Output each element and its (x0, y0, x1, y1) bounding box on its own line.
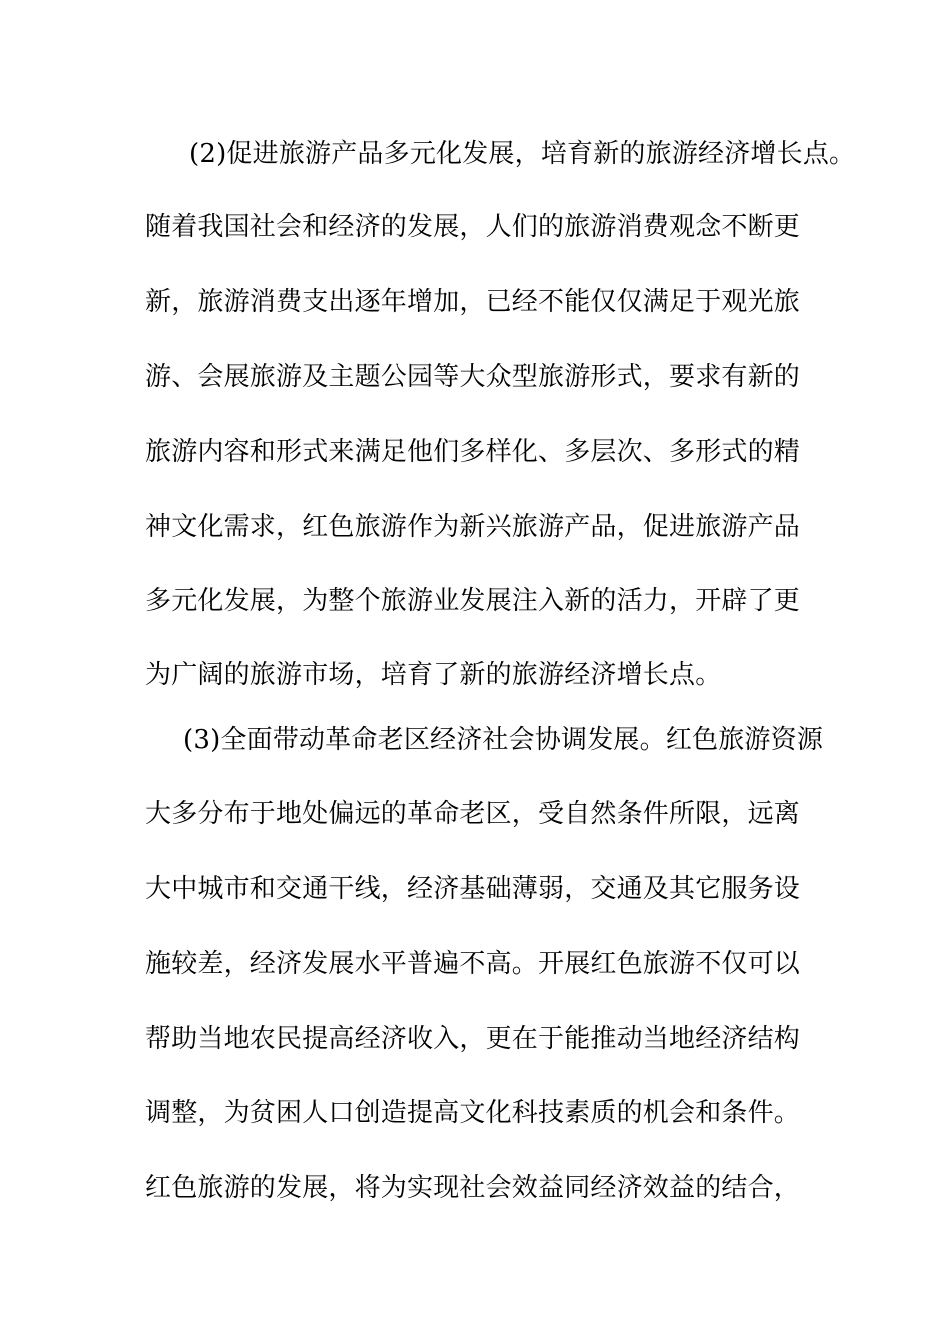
text-line: 多元化发展，为整个旅游业发展注入新的活力，开辟了更 (145, 586, 801, 616)
text-line: 为广阔的旅游市场，培育了新的旅游经济增长点。 (145, 660, 722, 690)
text-line: 调整，为贫困人口创造提高文化科技素质的机会和条件。 (145, 1098, 801, 1128)
text-line: 大多分布于地处偏远的革命老区，受自然条件所限，远离 (145, 799, 801, 829)
text-line: 施较差，经济发展水平普遍不高。开展红色旅游不仅可以 (145, 949, 801, 979)
text-line: 红色旅游的发展，将为实现社会效益同经济效益的结合， (145, 1173, 801, 1203)
paragraph-3-heading-line: (3)全面带动革命老区经济社会协调发展。红色旅游资源 (183, 725, 824, 755)
text-line: 游、会展旅游及主题公园等大众型旅游形式，要求有新的 (145, 362, 801, 392)
text-line: 随着我国社会和经济的发展，人们的旅游消费观念不断更 (145, 212, 801, 242)
text-line: 新，旅游消费支出逐年增加，已经不能仅仅满足于观光旅 (145, 287, 801, 317)
text-line: 帮助当地农民提高经济收入，更在于能推动当地经济结构 (145, 1024, 801, 1054)
text-line: 神文化需求，红色旅游作为新兴旅游产品，促进旅游产品 (145, 512, 801, 542)
text-line: 旅游内容和形式来满足他们多样化、多层次、多形式的精 (145, 437, 801, 467)
text-line: 大中城市和交通干线，经济基础薄弱，交通及其它服务设 (145, 874, 801, 904)
paragraph-2-heading-line: (2)促进旅游产品多元化发展，培育新的旅游经济增长点。 (189, 139, 856, 169)
